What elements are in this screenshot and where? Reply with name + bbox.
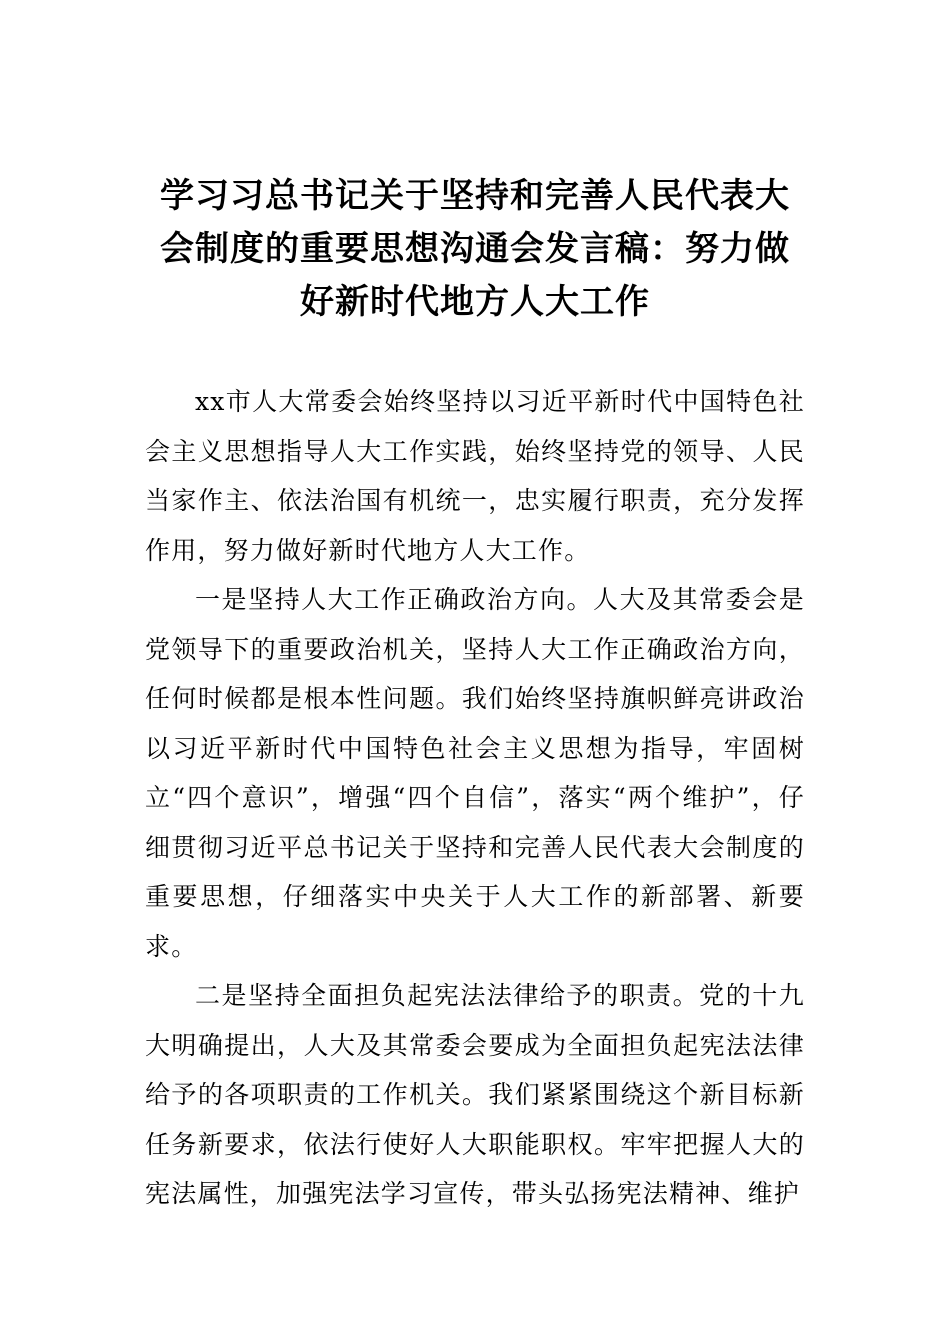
document-body xyxy=(145,377,805,1219)
paragraph-point-one: 一是坚持人大工作正确政治方向。人大及其常委会是党领导下的重要政治机关，坚持人大工作正确政治方向，任何时候都是根本性问题。我们始终坚持旗帜鲜亮讲政治以习近平新时代中国特色社会主义思想为指导，牢固树立“四个意识”，增强“四个自信”，落实“两个维护”，仔细贯彻习近平总书记关于坚持和完善人民代表大会制度的重要思想，仔细落实中央关于人大工作的新部署、新要求。 xyxy=(145,585,805,961)
document-title: 学习习总书记关于坚持和完善人民代表大会制度的重要思想沟通会发言稿：努力做好新时代地方人大工作 xyxy=(160,176,790,322)
paragraph-point-two: 二是坚持全面担负起宪法法律给予的职责。党的十九大明确提出，人大及其常委会要成为全面担负起宪法法律给予的各项职责的工作机关。我们紧紧围绕这个新目标新任务新要求，依法行使好人大职能职权。牢牢把握人大的宪法属性，加强宪法学习宣传，带头弘扬宪法精神、维护 xyxy=(145,981,805,1208)
paragraph-intro: xx市人大常委会始终坚持以习近平新时代中国特色社会主义思想指导人大工作实践，始终坚持党的领导、人民当家作主、依法治国有机统一，忠实履行职责，充分发挥作用，努力做好新时代地方人大工作。 xyxy=(145,387,805,565)
